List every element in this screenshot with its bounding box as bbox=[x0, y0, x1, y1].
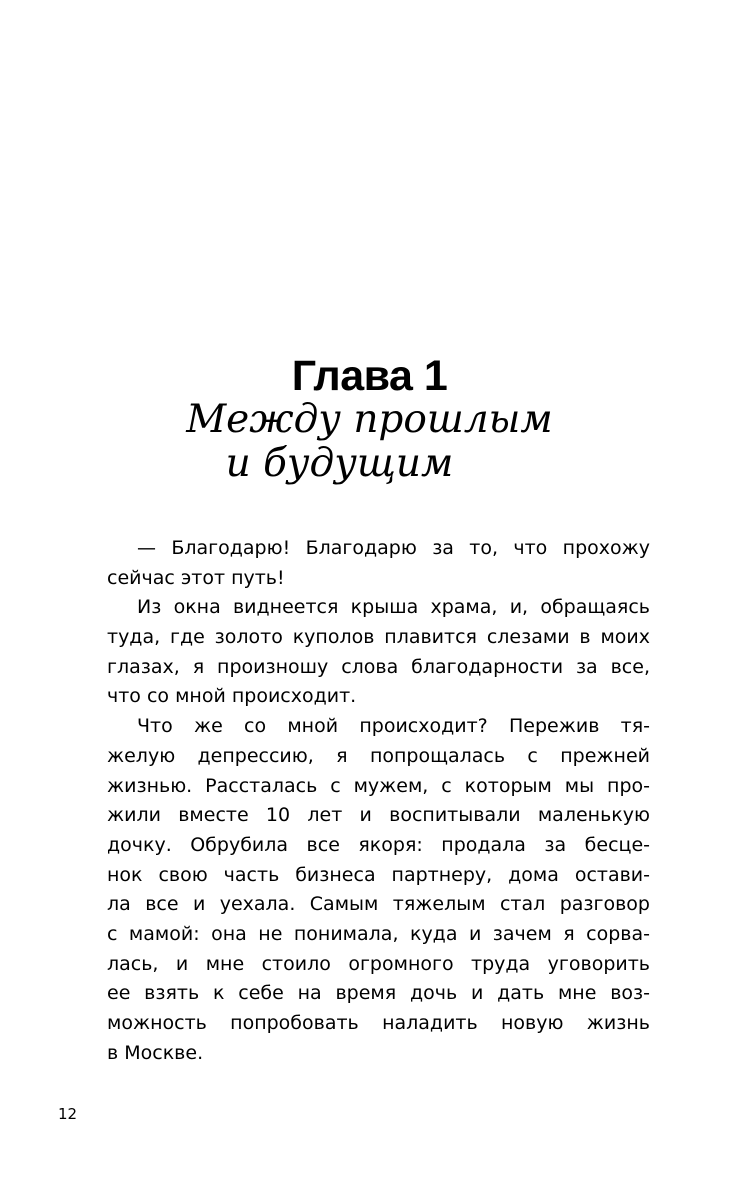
text-line: в Москве. bbox=[107, 1041, 204, 1064]
text-line: — Благодарю! Благодарю за то, что прохожу bbox=[137, 537, 650, 559]
text-line: глазах, я произношу слова благодарности за все, bbox=[107, 655, 650, 678]
paragraph bbox=[107, 712, 650, 1068]
text-line: Из окна виднеется крыша храма, и, обращаясь bbox=[137, 596, 650, 619]
paragraph bbox=[107, 534, 650, 593]
text-line: жили вместе 10 лет и воспитывали маленькую bbox=[107, 804, 650, 827]
text-line: нок свою часть бизнеса партнеру, дома остави- bbox=[107, 863, 650, 886]
text-line: ла все и уехала. Самым тяжелым стал разговор bbox=[107, 893, 650, 916]
chapter-title: Глава 1 bbox=[291, 352, 448, 400]
page-number: 12 bbox=[58, 1105, 78, 1123]
chapter-subtitle bbox=[0, 398, 739, 486]
text-line: ее взять к себе на время дочь и дать мне воз- bbox=[107, 982, 650, 1005]
chapter-subtitle-line: Между прошлым bbox=[186, 397, 553, 442]
text-line: что со мной происходит. bbox=[107, 685, 357, 708]
text-line: Что же со мной происходит? Пережив тя- bbox=[137, 715, 650, 738]
text-line: жизнью. Рассталась с мужем, с которым мы про- bbox=[107, 774, 650, 797]
paragraph bbox=[107, 593, 650, 712]
text-line: сейчас этот путь! bbox=[107, 566, 285, 589]
text-line: желую депрессию, я попрощалась с прежней bbox=[107, 744, 650, 767]
chapter-subtitle-line: и будущим bbox=[225, 441, 454, 486]
text-line: с мамой: она не понимала, куда и зачем я сорва- bbox=[107, 922, 650, 945]
body-text bbox=[107, 534, 650, 1068]
text-line: можность попробовать наладить новую жизнь bbox=[107, 1012, 650, 1034]
text-line: дочку. Обрубила все якоря: продала за бесце- bbox=[107, 833, 650, 856]
text-line: туда, где золото куполов плавится слезами в моих bbox=[107, 626, 650, 649]
text-line: лась, и мне стоило огромного труда уговорить bbox=[107, 952, 650, 975]
